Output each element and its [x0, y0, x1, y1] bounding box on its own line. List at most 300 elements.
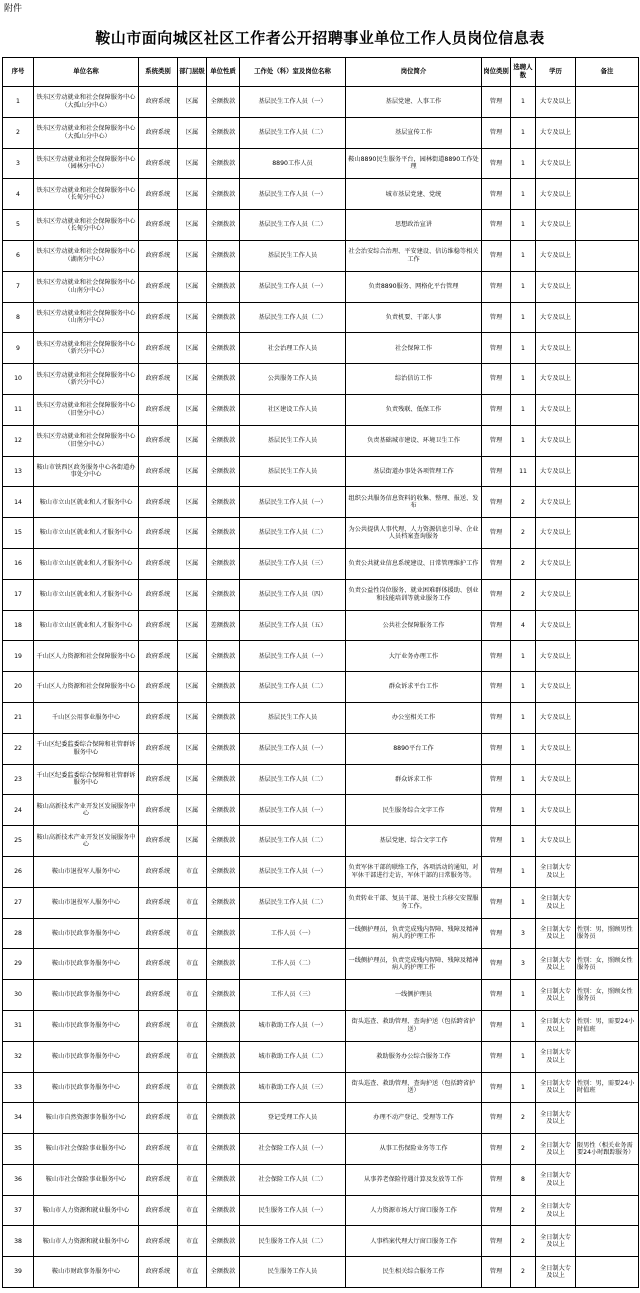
cell-dept: 基层民生工作人员（二）	[240, 672, 346, 703]
cell-level: 市直	[178, 1195, 207, 1226]
cell-dept: 民生服务工作人员（一）	[240, 1195, 346, 1226]
cell-edu: 大专及以上	[536, 456, 576, 487]
cell-edu: 大专及以上	[536, 795, 576, 826]
cell-system: 政府系统	[139, 1134, 178, 1165]
cell-no: 20	[3, 672, 34, 703]
cell-no: 1	[3, 87, 34, 118]
cell-category: 管理	[482, 1164, 511, 1195]
cell-nature: 全额拨款	[207, 887, 240, 918]
cell-note	[576, 856, 639, 887]
cell-category: 管理	[482, 1134, 511, 1165]
table-header-row	[3, 58, 639, 87]
cell-dept: 基层民生工作人员（二）	[240, 887, 346, 918]
cell-dept: 基层民生工作人员（二）	[240, 518, 346, 549]
cell-intro: 一线侧护理员，负责完成残内智障、残障及精神病人的护理工作	[346, 949, 482, 980]
table-row	[3, 579, 639, 610]
table-row	[3, 179, 639, 210]
cell-count: 1	[511, 733, 536, 764]
cell-category: 管理	[482, 980, 511, 1011]
cell-system: 政府系统	[139, 302, 178, 333]
cell-intro: 群众诉求工作	[346, 764, 482, 795]
cell-count: 2	[511, 1257, 536, 1288]
cell-edu: 大专及以上	[536, 302, 576, 333]
cell-intro: 负责转业干部、复员干部、退役士兵移交安置服务工作。	[346, 887, 482, 918]
cell-dept: 基层民生工作人员（一）	[240, 179, 346, 210]
cell-dept: 基层民生工作人员（二）	[240, 826, 346, 857]
cell-note	[576, 1257, 639, 1288]
cell-edu: 大专及以上	[536, 826, 576, 857]
cell-category: 管理	[482, 641, 511, 672]
cell-unit: 铁东区劳动就业和社会保障服务中心（长甸分中心）	[34, 210, 139, 241]
cell-nature: 全额拨款	[207, 148, 240, 179]
table-row	[3, 1103, 639, 1134]
cell-level: 市直	[178, 856, 207, 887]
position-table	[2, 57, 639, 1288]
cell-intro: 社会治安综合治理、平安建设、信访维稳等相关工作	[346, 240, 482, 271]
cell-note	[576, 1226, 639, 1257]
cell-count: 2	[511, 518, 536, 549]
cell-system: 政府系统	[139, 949, 178, 980]
cell-category: 管理	[482, 518, 511, 549]
cell-intro: 街头巡查、救助管理、查询护送（包括跨省护送）	[346, 1010, 482, 1041]
table-row	[3, 302, 639, 333]
cell-dept: 基层民生工作人员	[240, 425, 346, 456]
cell-edu: 全日制大专及以上	[536, 1072, 576, 1103]
cell-note	[576, 795, 639, 826]
cell-unit: 鞍山市社会保险事业服务中心	[34, 1134, 139, 1165]
cell-category: 管理	[482, 702, 511, 733]
cell-nature: 全额拨款	[207, 179, 240, 210]
cell-system: 政府系统	[139, 887, 178, 918]
col-header-dept: 工作处（科）室及岗位名称	[240, 58, 346, 87]
cell-note	[576, 1164, 639, 1195]
cell-no: 6	[3, 240, 34, 271]
cell-intro: 从事养老保险待遇计算及发放等工作	[346, 1164, 482, 1195]
cell-no: 3	[3, 148, 34, 179]
cell-note: 性别：男，需要24小时值班	[576, 1072, 639, 1103]
cell-level: 区属	[178, 518, 207, 549]
cell-level: 市直	[178, 1257, 207, 1288]
cell-unit: 鞍山市民政事务服务中心	[34, 1010, 139, 1041]
cell-edu: 大专及以上	[536, 579, 576, 610]
cell-category: 管理	[482, 179, 511, 210]
cell-system: 政府系统	[139, 641, 178, 672]
cell-dept: 公共服务工作人员	[240, 364, 346, 395]
cell-dept: 工作人员（一）	[240, 918, 346, 949]
cell-nature: 全额拨款	[207, 980, 240, 1011]
cell-no: 19	[3, 641, 34, 672]
cell-edu: 全日制大专及以上	[536, 1010, 576, 1041]
cell-level: 市直	[178, 1010, 207, 1041]
cell-level: 区属	[178, 394, 207, 425]
cell-category: 管理	[482, 672, 511, 703]
cell-note	[576, 425, 639, 456]
cell-unit: 鞍山市人力资源和就业服务中心	[34, 1226, 139, 1257]
cell-dept: 城市救助工作人员（二）	[240, 1041, 346, 1072]
table-row	[3, 672, 639, 703]
cell-nature: 全额拨款	[207, 1257, 240, 1288]
cell-count: 1	[511, 980, 536, 1011]
cell-note	[576, 548, 639, 579]
cell-intro: 思想政治宣讲	[346, 210, 482, 241]
cell-system: 政府系统	[139, 856, 178, 887]
cell-intro: 负责机要、干部人事	[346, 302, 482, 333]
cell-count: 1	[511, 1072, 536, 1103]
cell-intro: 基层党建、人事工作	[346, 87, 482, 118]
cell-system: 政府系统	[139, 1195, 178, 1226]
cell-note	[576, 641, 639, 672]
cell-note	[576, 518, 639, 549]
cell-dept: 工作人员（二）	[240, 949, 346, 980]
cell-system: 政府系统	[139, 333, 178, 364]
cell-level: 区属	[178, 733, 207, 764]
cell-count: 1	[511, 1010, 536, 1041]
cell-no: 2	[3, 117, 34, 148]
cell-category: 管理	[482, 148, 511, 179]
cell-unit: 铁东区劳动就业和社会保障服务中心（旧堡分中心）	[34, 394, 139, 425]
cell-system: 政府系统	[139, 487, 178, 518]
cell-nature: 全额拨款	[207, 641, 240, 672]
cell-edu: 大专及以上	[536, 87, 576, 118]
cell-nature: 全额拨款	[207, 764, 240, 795]
cell-category: 管理	[482, 271, 511, 302]
cell-no: 23	[3, 764, 34, 795]
table-row	[3, 271, 639, 302]
cell-system: 政府系统	[139, 394, 178, 425]
cell-edu: 大专及以上	[536, 148, 576, 179]
cell-category: 管理	[482, 87, 511, 118]
cell-nature: 全额拨款	[207, 733, 240, 764]
cell-system: 政府系统	[139, 87, 178, 118]
cell-intro: 综治信访工作	[346, 364, 482, 395]
cell-unit: 鞍山市民政事务服务中心	[34, 1041, 139, 1072]
attachment-label: 附件	[4, 4, 23, 14]
cell-note	[576, 364, 639, 395]
cell-nature: 全额拨款	[207, 364, 240, 395]
cell-nature: 全额拨款	[207, 826, 240, 857]
cell-unit: 铁东区劳动就业和社会保障服务中心（山南分中心）	[34, 271, 139, 302]
cell-nature: 全额拨款	[207, 425, 240, 456]
cell-system: 政府系统	[139, 518, 178, 549]
cell-system: 政府系统	[139, 795, 178, 826]
cell-level: 区属	[178, 364, 207, 395]
cell-edu: 全日制大专及以上	[536, 1134, 576, 1165]
cell-intro: 办理不动产登记、受理等工作	[346, 1103, 482, 1134]
cell-level: 市直	[178, 1103, 207, 1134]
cell-edu: 大专及以上	[536, 702, 576, 733]
cell-category: 管理	[482, 210, 511, 241]
cell-dept: 基层民生工作人员（二）	[240, 764, 346, 795]
cell-dept: 基层民生工作人员（五）	[240, 610, 346, 641]
table-row	[3, 764, 639, 795]
cell-nature: 全额拨款	[207, 302, 240, 333]
table-row	[3, 117, 639, 148]
cell-intro: 组织公共服务信息资料的收集、整理、报送、发布	[346, 487, 482, 518]
cell-level: 区属	[178, 764, 207, 795]
page-title: 鞍山市面向城区社区工作者公开招聘事业单位工作人员岗位信息表	[95, 29, 545, 47]
cell-note	[576, 302, 639, 333]
cell-unit: 铁东区劳动就业和社会保障服务中心（新兴分中心）	[34, 364, 139, 395]
table-row	[3, 1010, 639, 1041]
cell-category: 管理	[482, 364, 511, 395]
cell-count: 2	[511, 579, 536, 610]
cell-intro: 群众诉求平台工作	[346, 672, 482, 703]
cell-count: 3	[511, 918, 536, 949]
cell-level: 市直	[178, 1164, 207, 1195]
cell-count: 1	[511, 856, 536, 887]
cell-no: 25	[3, 826, 34, 857]
cell-nature: 全额拨款	[207, 1072, 240, 1103]
cell-system: 政府系统	[139, 1041, 178, 1072]
cell-system: 政府系统	[139, 1072, 178, 1103]
cell-level: 区属	[178, 271, 207, 302]
cell-unit: 鞍山高新技术产业开发区发展服务中心	[34, 795, 139, 826]
col-header-count: 选聘人数	[511, 58, 536, 87]
cell-unit: 鞍山市人力资源和就业服务中心	[34, 1195, 139, 1226]
table-row	[3, 856, 639, 887]
table-row	[3, 949, 639, 980]
col-header-level: 部门层级	[178, 58, 207, 87]
cell-level: 区属	[178, 487, 207, 518]
cell-unit: 鞍山市立山区就业和人才服务中心	[34, 518, 139, 549]
cell-dept: 基层民生工作人员	[240, 240, 346, 271]
cell-intro: 负责8890服务、网格化平台管理	[346, 271, 482, 302]
cell-unit: 鞍山市民政事务服务中心	[34, 1072, 139, 1103]
cell-nature: 全额拨款	[207, 1041, 240, 1072]
cell-no: 30	[3, 980, 34, 1011]
cell-category: 管理	[482, 333, 511, 364]
cell-level: 市直	[178, 1041, 207, 1072]
cell-count: 1	[511, 764, 536, 795]
cell-unit: 鞍山市社会保险事业服务中心	[34, 1164, 139, 1195]
cell-edu: 全日制大专及以上	[536, 1041, 576, 1072]
cell-level: 区属	[178, 302, 207, 333]
table-row	[3, 1134, 639, 1165]
cell-dept: 基层民生工作人员（一）	[240, 487, 346, 518]
cell-nature: 全额拨款	[207, 210, 240, 241]
table-row	[3, 887, 639, 918]
col-header-edu: 学历	[536, 58, 576, 87]
cell-count: 1	[511, 672, 536, 703]
cell-count: 1	[511, 1041, 536, 1072]
cell-unit: 鞍山市民政事务服务中心	[34, 980, 139, 1011]
cell-count: 2	[511, 1226, 536, 1257]
cell-unit: 千山区人力资源和社会保障服务中心	[34, 641, 139, 672]
cell-dept: 基层民生工作人员（二）	[240, 117, 346, 148]
cell-category: 管理	[482, 764, 511, 795]
cell-unit: 鞍山市立山区就业和人才服务中心	[34, 487, 139, 518]
cell-dept: 民生服务工作人员（二）	[240, 1226, 346, 1257]
cell-no: 35	[3, 1134, 34, 1165]
cell-unit: 千山区纪委监委综合保障和社管群诉服务中心	[34, 733, 139, 764]
col-header-nature: 单位性质	[207, 58, 240, 87]
cell-level: 区属	[178, 87, 207, 118]
table-body	[3, 87, 639, 1288]
cell-level: 市直	[178, 887, 207, 918]
cell-no: 8	[3, 302, 34, 333]
cell-count: 1	[511, 702, 536, 733]
cell-category: 管理	[482, 548, 511, 579]
cell-edu: 大专及以上	[536, 764, 576, 795]
cell-intro: 基层街道办事处各项管理工作	[346, 456, 482, 487]
cell-note	[576, 148, 639, 179]
cell-nature: 全额拨款	[207, 1164, 240, 1195]
cell-edu: 全日制大专及以上	[536, 887, 576, 918]
cell-no: 17	[3, 579, 34, 610]
cell-no: 31	[3, 1010, 34, 1041]
cell-edu: 大专及以上	[536, 548, 576, 579]
cell-unit: 铁东区劳动就业和社会保障服务中心（园林分中心）	[34, 148, 139, 179]
cell-no: 18	[3, 610, 34, 641]
cell-no: 13	[3, 456, 34, 487]
cell-note	[576, 826, 639, 857]
table-row	[3, 980, 639, 1011]
cell-unit: 千山区人力资源和社会保障服务中心	[34, 672, 139, 703]
cell-count: 2	[511, 1103, 536, 1134]
cell-count: 2	[511, 1195, 536, 1226]
cell-no: 9	[3, 333, 34, 364]
cell-level: 区属	[178, 795, 207, 826]
table-row	[3, 641, 639, 672]
cell-count: 1	[511, 271, 536, 302]
cell-system: 政府系统	[139, 980, 178, 1011]
cell-category: 管理	[482, 487, 511, 518]
table-row	[3, 364, 639, 395]
cell-no: 24	[3, 795, 34, 826]
cell-edu: 全日制大专及以上	[536, 1164, 576, 1195]
cell-system: 政府系统	[139, 456, 178, 487]
cell-system: 政府系统	[139, 179, 178, 210]
cell-category: 管理	[482, 918, 511, 949]
cell-note	[576, 887, 639, 918]
cell-edu: 大专及以上	[536, 240, 576, 271]
cell-level: 区属	[178, 548, 207, 579]
cell-level: 区属	[178, 826, 207, 857]
cell-no: 29	[3, 949, 34, 980]
cell-intro: 鞍山8890民生服务平台，园林街道8890工作处理	[346, 148, 482, 179]
cell-note: 性别：女，照顾女性服务员	[576, 949, 639, 980]
cell-edu: 大专及以上	[536, 210, 576, 241]
cell-intro: 公共社会保障服务工作	[346, 610, 482, 641]
cell-note	[576, 179, 639, 210]
cell-system: 政府系统	[139, 1010, 178, 1041]
cell-dept: 基层民生工作人员（三）	[240, 548, 346, 579]
cell-category: 管理	[482, 610, 511, 641]
cell-note	[576, 672, 639, 703]
cell-intro: 办公室相关工作	[346, 702, 482, 733]
cell-unit: 铁东区劳动就业和社会保障服务中心（旧堡分中心）	[34, 425, 139, 456]
cell-count: 1	[511, 394, 536, 425]
cell-category: 管理	[482, 887, 511, 918]
cell-category: 管理	[482, 1226, 511, 1257]
cell-nature: 全额拨款	[207, 394, 240, 425]
cell-no: 36	[3, 1164, 34, 1195]
cell-category: 管理	[482, 1103, 511, 1134]
table-row	[3, 610, 639, 641]
cell-note	[576, 702, 639, 733]
cell-nature: 全额拨款	[207, 117, 240, 148]
cell-intro: 负责公共就业信息系统建设、日常管理维护工作	[346, 548, 482, 579]
cell-note	[576, 210, 639, 241]
cell-count: 2	[511, 487, 536, 518]
table-row	[3, 702, 639, 733]
cell-edu: 大专及以上	[536, 394, 576, 425]
cell-intro: 负责基础城市建设、环境卫生工作	[346, 425, 482, 456]
table-row	[3, 918, 639, 949]
cell-category: 管理	[482, 117, 511, 148]
cell-category: 管理	[482, 394, 511, 425]
table-row	[3, 456, 639, 487]
table-row	[3, 1164, 639, 1195]
cell-edu: 大专及以上	[536, 179, 576, 210]
cell-category: 管理	[482, 240, 511, 271]
cell-dept: 民生服务工作人员	[240, 1257, 346, 1288]
cell-intro: 一线侧护理员，负责完成残内智障、残障及精神病人的护理工作	[346, 918, 482, 949]
cell-no: 10	[3, 364, 34, 395]
table-row	[3, 1041, 639, 1072]
cell-edu: 全日制大专及以上	[536, 1195, 576, 1226]
cell-count: 3	[511, 949, 536, 980]
cell-dept: 基层民生工作人员（一）	[240, 856, 346, 887]
cell-level: 区属	[178, 456, 207, 487]
cell-no: 28	[3, 918, 34, 949]
cell-edu: 全日制大专及以上	[536, 949, 576, 980]
cell-intro: 8890平台工作	[346, 733, 482, 764]
cell-dept: 基层民生工作人员（一）	[240, 271, 346, 302]
table-row	[3, 795, 639, 826]
cell-level: 市直	[178, 1134, 207, 1165]
col-header-intro: 岗位简介	[346, 58, 482, 87]
cell-unit: 千山区公用事业服务中心	[34, 702, 139, 733]
cell-dept: 社会保险工作人员（一）	[240, 1134, 346, 1165]
cell-level: 区属	[178, 179, 207, 210]
cell-dept: 社区建设工作人员	[240, 394, 346, 425]
cell-level: 市直	[178, 980, 207, 1011]
cell-category: 管理	[482, 302, 511, 333]
cell-dept: 基层民生工作人员（一）	[240, 641, 346, 672]
cell-count: 8	[511, 1164, 536, 1195]
cell-edu: 全日制大专及以上	[536, 1103, 576, 1134]
cell-note	[576, 764, 639, 795]
cell-no: 38	[3, 1226, 34, 1257]
cell-edu: 全日制大专及以上	[536, 980, 576, 1011]
cell-dept: 基层民生工作人员（一）	[240, 733, 346, 764]
cell-unit: 铁东区劳动就业和社会保障服务中心（大孤山分中心）	[34, 87, 139, 118]
cell-intro: 社会保障工作	[346, 333, 482, 364]
cell-dept: 基层民生工作人员（四）	[240, 579, 346, 610]
cell-no: 15	[3, 518, 34, 549]
cell-no: 37	[3, 1195, 34, 1226]
col-header-category: 岗位类别	[482, 58, 511, 87]
cell-nature: 全额拨款	[207, 333, 240, 364]
cell-level: 市直	[178, 1226, 207, 1257]
cell-level: 市直	[178, 918, 207, 949]
cell-system: 政府系统	[139, 425, 178, 456]
cell-dept: 城市救助工作人员（一）	[240, 1010, 346, 1041]
cell-nature: 全额拨款	[207, 1195, 240, 1226]
cell-intro: 从事工伤保险业务等工作	[346, 1134, 482, 1165]
cell-system: 政府系统	[139, 733, 178, 764]
cell-category: 管理	[482, 1072, 511, 1103]
cell-nature: 全额拨款	[207, 271, 240, 302]
cell-category: 管理	[482, 826, 511, 857]
cell-nature: 全额拨款	[207, 518, 240, 549]
cell-level: 区属	[178, 641, 207, 672]
cell-system: 政府系统	[139, 826, 178, 857]
cell-category: 管理	[482, 1041, 511, 1072]
cell-intro: 一线侧护理员	[346, 980, 482, 1011]
table-row	[3, 518, 639, 549]
